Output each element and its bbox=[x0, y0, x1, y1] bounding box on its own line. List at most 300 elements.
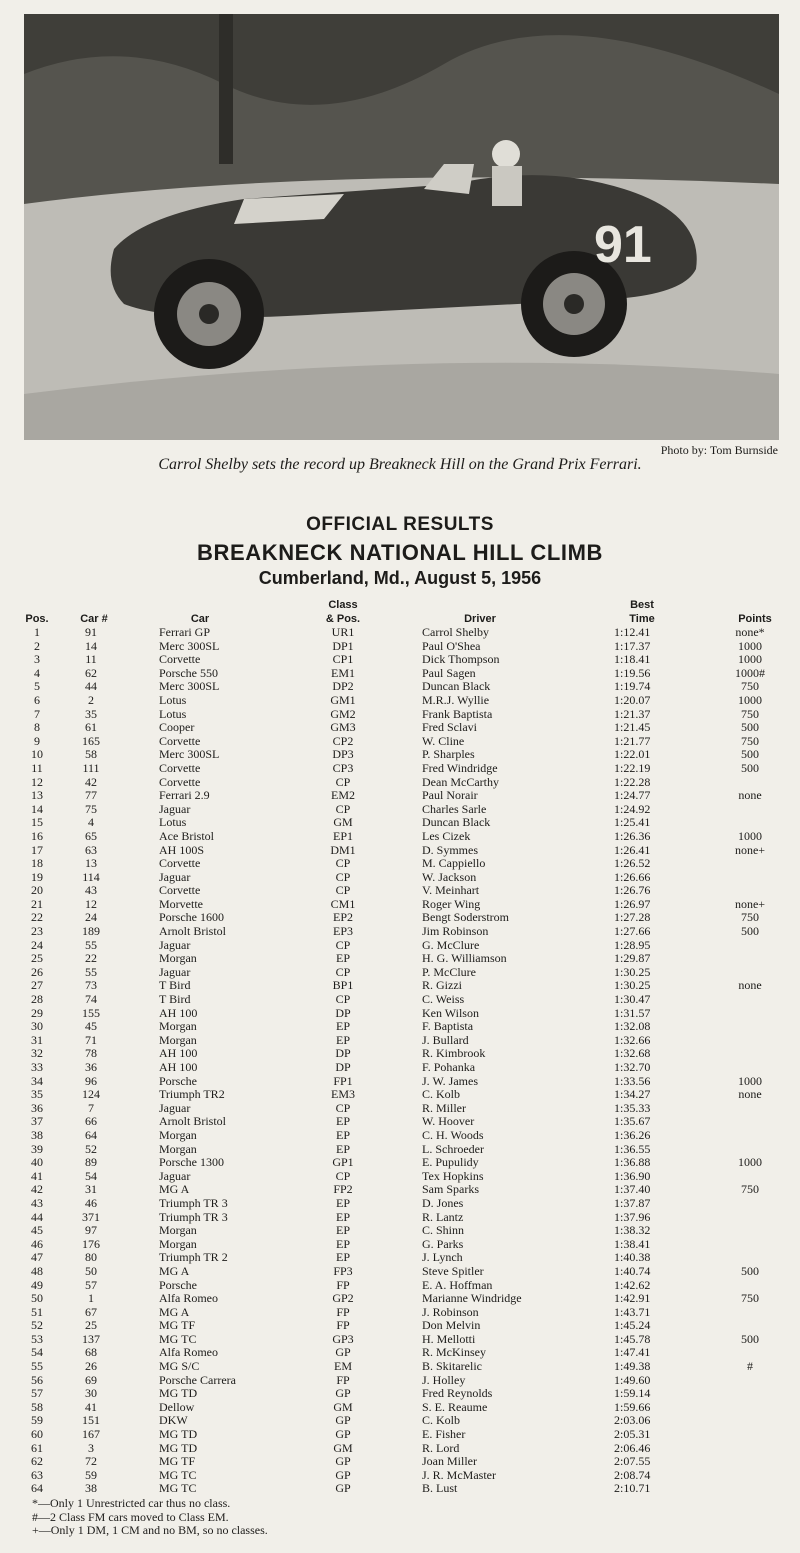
table-row bbox=[0, 1469, 800, 1483]
car-model: T Bird bbox=[159, 992, 191, 1007]
car-model: MG S/C bbox=[159, 1359, 200, 1374]
best-time: 1:24.92 bbox=[614, 801, 651, 816]
car-model: Ace Bristol bbox=[159, 828, 214, 843]
class-position: EP bbox=[335, 1019, 350, 1034]
car-model: Ferrari 2.9 bbox=[159, 788, 210, 803]
driver-name: Fred Sclavi bbox=[422, 720, 477, 735]
class-position: CP bbox=[335, 856, 351, 871]
table-row bbox=[0, 1088, 800, 1102]
driver-name: Tex Hopkins bbox=[422, 1168, 484, 1183]
car-model: MG A bbox=[159, 1182, 190, 1197]
table-row bbox=[0, 1156, 800, 1170]
table-row bbox=[0, 776, 800, 790]
car-model: MG TD bbox=[159, 1386, 198, 1401]
car-number: 189 bbox=[82, 924, 100, 939]
car-model: Porsche 550 bbox=[159, 665, 218, 680]
car-number: 78 bbox=[85, 1046, 97, 1061]
position: 49 bbox=[31, 1277, 43, 1292]
driver-name: F. Pohanka bbox=[422, 1060, 476, 1074]
car-model: Cooper bbox=[159, 720, 195, 735]
class-position: GP bbox=[335, 1467, 351, 1482]
table-row bbox=[0, 1482, 800, 1496]
points: 500 bbox=[741, 1263, 759, 1278]
car-number: 371 bbox=[82, 1209, 100, 1224]
car-number: 91 bbox=[594, 216, 652, 274]
class-position: DP bbox=[335, 1046, 351, 1061]
event-location-date: Cumberland, Md., August 5, 1956 bbox=[258, 568, 542, 588]
best-time: 1:59.66 bbox=[614, 1399, 651, 1414]
best-time: 1:33.56 bbox=[614, 1073, 651, 1088]
car-model: Corvette bbox=[159, 774, 201, 789]
position: 3 bbox=[34, 652, 40, 667]
best-time: 1:27.66 bbox=[614, 924, 651, 939]
car-model: Corvette bbox=[159, 733, 201, 748]
position: 58 bbox=[31, 1399, 43, 1414]
car-model: MG A bbox=[159, 1304, 190, 1319]
position: 20 bbox=[31, 883, 43, 898]
car-number: 96 bbox=[85, 1073, 97, 1088]
car-number: 36 bbox=[85, 1060, 97, 1074]
position: 63 bbox=[31, 1467, 43, 1482]
car-model: Arnolt Bristol bbox=[159, 1114, 227, 1129]
car-number: 167 bbox=[82, 1427, 100, 1442]
position: 41 bbox=[31, 1168, 43, 1183]
car-model: Triumph TR 2 bbox=[159, 1250, 228, 1265]
table-row bbox=[0, 640, 800, 654]
car-number: 151 bbox=[82, 1413, 100, 1428]
class-position: EM bbox=[334, 1359, 352, 1374]
class-position: EM3 bbox=[331, 1087, 355, 1102]
col-points: Points bbox=[738, 613, 772, 625]
car-number: 165 bbox=[82, 733, 100, 748]
car-number: 73 bbox=[85, 978, 97, 993]
driver-name: S. E. Reaume bbox=[422, 1399, 488, 1414]
best-time: 1:32.66 bbox=[614, 1032, 651, 1047]
car-number: 2 bbox=[88, 692, 94, 707]
position: 30 bbox=[31, 1019, 43, 1034]
table-row bbox=[0, 966, 800, 980]
class-position: GM2 bbox=[330, 706, 356, 721]
car-number: 50 bbox=[85, 1263, 97, 1278]
car-number: 137 bbox=[82, 1331, 100, 1346]
class-position: EP bbox=[335, 1195, 350, 1210]
col-driver: Driver bbox=[464, 613, 496, 625]
class-position: EP1 bbox=[332, 828, 353, 843]
driver-name: Les Cizek bbox=[422, 828, 471, 843]
car-model: Morgan bbox=[159, 1141, 197, 1156]
table-row bbox=[0, 1075, 800, 1089]
driver-name: W. Jackson bbox=[422, 869, 477, 884]
position: 26 bbox=[31, 964, 43, 979]
class-position: EP bbox=[335, 1114, 350, 1129]
car-number: 45 bbox=[85, 1019, 97, 1034]
best-time: 1:36.26 bbox=[614, 1127, 651, 1142]
table-row bbox=[0, 708, 800, 722]
car-number: 52 bbox=[85, 1141, 97, 1156]
driver-name: W. Hoover bbox=[422, 1114, 475, 1129]
table-row bbox=[0, 1129, 800, 1143]
table-row bbox=[0, 1251, 800, 1265]
driver-name: Dean McCarthy bbox=[422, 774, 499, 789]
driver-name: Charles Sarle bbox=[422, 801, 487, 816]
car-model: T Bird bbox=[159, 978, 191, 993]
table-row bbox=[0, 1047, 800, 1061]
car-number: 114 bbox=[82, 869, 100, 884]
position: 18 bbox=[31, 856, 43, 871]
car-model: Ferrari GP bbox=[159, 625, 210, 639]
class-position: CP3 bbox=[332, 760, 354, 775]
results-table-body bbox=[0, 626, 800, 1496]
table-row bbox=[0, 1238, 800, 1252]
car-model: Jaguar bbox=[159, 937, 191, 952]
position: 21 bbox=[31, 896, 43, 911]
car-model: Porsche bbox=[159, 1277, 197, 1292]
class-position: CP bbox=[335, 869, 351, 884]
best-time: 1:35.67 bbox=[614, 1114, 651, 1129]
best-time: 1:42.62 bbox=[614, 1277, 651, 1292]
car-model: Triumph TR 3 bbox=[159, 1195, 228, 1210]
best-time: 1:26.41 bbox=[614, 842, 651, 857]
car-number: 14 bbox=[85, 638, 97, 653]
car-model: Morvette bbox=[159, 896, 203, 911]
best-time: 1:31.57 bbox=[614, 1005, 651, 1020]
best-time: 1:40.74 bbox=[614, 1263, 651, 1278]
driver-name: Paul Norair bbox=[422, 788, 478, 803]
position: 5 bbox=[34, 679, 40, 694]
col-car: Car bbox=[190, 613, 210, 625]
table-row bbox=[0, 1360, 800, 1374]
best-time: 1:49.60 bbox=[614, 1372, 651, 1387]
car-number: 124 bbox=[82, 1087, 100, 1102]
car-model: Jaguar bbox=[159, 1100, 191, 1115]
best-time: 1:30.25 bbox=[614, 964, 651, 979]
driver-name: Paul O'Shea bbox=[422, 638, 481, 653]
event-name: BREAKNECK NATIONAL HILL CLIMB bbox=[196, 540, 604, 565]
table-row bbox=[0, 1034, 800, 1048]
car-number: 1 bbox=[88, 1291, 94, 1306]
car-model: Corvette bbox=[159, 760, 201, 775]
driver-name: W. Cline bbox=[422, 733, 465, 748]
car-number: 62 bbox=[85, 665, 97, 680]
car-model: MG TF bbox=[159, 1454, 196, 1469]
best-time: 1:36.55 bbox=[614, 1141, 651, 1156]
position: 17 bbox=[31, 842, 43, 857]
car-model: Porsche 1300 bbox=[159, 1155, 224, 1170]
best-time: 2:05.31 bbox=[614, 1427, 651, 1442]
driver-name: E. Pupulidy bbox=[422, 1155, 479, 1170]
driver-name: Steve Spitler bbox=[422, 1263, 484, 1278]
class-position: GM bbox=[333, 815, 353, 830]
position: 57 bbox=[31, 1386, 43, 1401]
position: 52 bbox=[31, 1318, 43, 1333]
table-row bbox=[0, 1224, 800, 1238]
best-time: 1:49.38 bbox=[614, 1359, 651, 1374]
car-number: 176 bbox=[82, 1236, 100, 1251]
position: 34 bbox=[31, 1073, 43, 1088]
table-row bbox=[0, 993, 800, 1007]
driver-name: Jim Robinson bbox=[422, 924, 489, 939]
table-row bbox=[0, 762, 800, 776]
car-number: 59 bbox=[85, 1467, 97, 1482]
best-time: 1:38.41 bbox=[614, 1236, 651, 1251]
driver-name: G. Parks bbox=[422, 1236, 464, 1251]
driver-name: Duncan Black bbox=[422, 815, 491, 830]
class-position: GP1 bbox=[332, 1155, 354, 1170]
footnote: *—Only 1 Unrestricted car thus no class. bbox=[32, 1496, 231, 1510]
car-model: Alfa Romeo bbox=[159, 1345, 218, 1360]
table-row bbox=[0, 680, 800, 694]
table-row bbox=[0, 1319, 800, 1333]
table-row bbox=[0, 1333, 800, 1347]
position: 27 bbox=[31, 978, 43, 993]
class-position: DP bbox=[335, 1005, 351, 1020]
driver-name: H. G. Williamson bbox=[422, 951, 507, 966]
position: 25 bbox=[31, 951, 43, 966]
class-position: CP bbox=[335, 964, 351, 979]
footnotes bbox=[32, 1497, 268, 1538]
best-time: 1:36.90 bbox=[614, 1168, 651, 1183]
position: 53 bbox=[31, 1331, 43, 1346]
car-model: Lotus bbox=[159, 692, 187, 707]
class-position: GM1 bbox=[330, 692, 356, 707]
driver-name: R. Lantz bbox=[422, 1209, 464, 1224]
table-row bbox=[0, 1183, 800, 1197]
footnote: #—2 Class FM cars moved to Class EM. bbox=[32, 1509, 229, 1524]
driver-name: G. McClure bbox=[422, 937, 480, 952]
col-time-line2: Time bbox=[629, 613, 655, 625]
class-position: EP2 bbox=[332, 910, 353, 925]
class-position: EP bbox=[335, 1032, 350, 1047]
best-time: 1:47.41 bbox=[614, 1345, 651, 1360]
class-position: EP bbox=[335, 951, 350, 966]
table-row bbox=[0, 1197, 800, 1211]
results-title: OFFICIAL RESULTS bbox=[306, 514, 494, 535]
points: 1000# bbox=[735, 665, 765, 680]
car-model: Morgan bbox=[159, 1032, 197, 1047]
points: none+ bbox=[734, 842, 766, 857]
driver-name: R. Kimbrook bbox=[422, 1046, 486, 1061]
driver-name: J. Lynch bbox=[422, 1250, 463, 1265]
table-row bbox=[0, 789, 800, 803]
best-time: 1:45.78 bbox=[614, 1331, 651, 1346]
position: 44 bbox=[31, 1209, 43, 1224]
car-number: 89 bbox=[85, 1155, 97, 1170]
table-row bbox=[0, 884, 800, 898]
car-number: 67 bbox=[85, 1304, 97, 1319]
car-number: 44 bbox=[85, 679, 97, 694]
position: 39 bbox=[31, 1141, 43, 1156]
position: 14 bbox=[31, 801, 43, 816]
driver-name: D. Jones bbox=[422, 1195, 464, 1210]
class-position: FP bbox=[336, 1372, 350, 1387]
car-number: 58 bbox=[85, 747, 97, 762]
driver-name: Ken Wilson bbox=[422, 1005, 479, 1020]
car-model: Morgan bbox=[159, 1236, 197, 1251]
table-row bbox=[0, 1292, 800, 1306]
best-time: 1:26.76 bbox=[614, 883, 651, 898]
car-number: 43 bbox=[85, 883, 97, 898]
points: none bbox=[738, 978, 762, 993]
class-position: CP bbox=[335, 937, 351, 952]
car-model: Morgan bbox=[159, 951, 197, 966]
car-number: 57 bbox=[85, 1277, 97, 1292]
driver-name: R. Gizzi bbox=[422, 978, 462, 993]
race-car-illustration bbox=[24, 14, 779, 440]
car-number: 41 bbox=[85, 1399, 97, 1414]
driver-name: J. Robinson bbox=[422, 1304, 479, 1319]
class-position: GP2 bbox=[332, 1291, 354, 1306]
points: 1000 bbox=[738, 1073, 762, 1088]
best-time: 2:07.55 bbox=[614, 1454, 651, 1469]
car-number: 155 bbox=[82, 1005, 100, 1020]
best-time: 1:12.41 bbox=[614, 625, 651, 639]
class-position: GP bbox=[335, 1481, 351, 1496]
class-position: EM2 bbox=[331, 788, 355, 803]
car-model: Dellow bbox=[159, 1399, 195, 1414]
car-number: 24 bbox=[85, 910, 97, 925]
class-position: DM1 bbox=[330, 842, 356, 857]
points: 750 bbox=[741, 733, 759, 748]
best-time: 1:35.33 bbox=[614, 1100, 651, 1115]
best-time: 1:26.36 bbox=[614, 828, 651, 843]
position: 37 bbox=[31, 1114, 43, 1129]
position: 45 bbox=[31, 1223, 43, 1238]
points: 750 bbox=[741, 706, 759, 721]
points: 1000 bbox=[738, 652, 762, 667]
position: 33 bbox=[31, 1060, 43, 1074]
class-position: EP bbox=[335, 1250, 350, 1265]
table-row bbox=[0, 1007, 800, 1021]
car-number: 3 bbox=[88, 1440, 94, 1455]
position: 16 bbox=[31, 828, 43, 843]
position: 22 bbox=[31, 910, 43, 925]
position: 15 bbox=[31, 815, 43, 830]
driver-name: J. R. McMaster bbox=[422, 1467, 496, 1482]
best-time: 1:25.41 bbox=[614, 815, 651, 830]
best-time: 1:45.24 bbox=[614, 1318, 651, 1333]
car-model: AH 100 bbox=[159, 1060, 198, 1074]
best-time: 1:36.88 bbox=[614, 1155, 651, 1170]
position: 59 bbox=[31, 1413, 43, 1428]
car-number: 54 bbox=[85, 1168, 97, 1183]
position: 1 bbox=[34, 625, 40, 639]
points: # bbox=[747, 1359, 753, 1374]
driver-name: M. Cappiello bbox=[422, 856, 486, 871]
best-time: 1:42.91 bbox=[614, 1291, 651, 1306]
car-model: AH 100 bbox=[159, 1005, 198, 1020]
car-model: MG TD bbox=[159, 1440, 198, 1455]
position: 36 bbox=[31, 1100, 43, 1115]
car-number: 35 bbox=[85, 706, 97, 721]
table-row bbox=[0, 667, 800, 681]
driver-name: C. H. Woods bbox=[422, 1127, 484, 1142]
best-time: 1:21.45 bbox=[614, 720, 651, 735]
points: none bbox=[738, 788, 762, 803]
position: 11 bbox=[31, 760, 43, 775]
car-number: 55 bbox=[85, 937, 97, 952]
class-position: DP1 bbox=[332, 638, 354, 653]
driver-name: Joan Miller bbox=[422, 1454, 477, 1469]
position: 54 bbox=[31, 1345, 43, 1360]
class-position: FP bbox=[336, 1277, 350, 1292]
class-position: FP1 bbox=[333, 1073, 353, 1088]
car-number: 61 bbox=[85, 720, 97, 735]
driver-name: C. Kolb bbox=[422, 1087, 461, 1102]
table-row bbox=[0, 1387, 800, 1401]
position: 61 bbox=[31, 1440, 43, 1455]
driver-name: Fred Reynolds bbox=[422, 1386, 493, 1401]
car-number: 80 bbox=[85, 1250, 97, 1265]
best-time: 1:32.68 bbox=[614, 1046, 651, 1061]
table-row bbox=[0, 979, 800, 993]
driver-name: M.R.J. Wyllie bbox=[422, 692, 490, 707]
points: none* bbox=[735, 625, 765, 639]
best-time: 1:20.07 bbox=[614, 692, 651, 707]
points: 750 bbox=[741, 910, 759, 925]
driver-name: Sam Sparks bbox=[422, 1182, 479, 1197]
car-number: 72 bbox=[85, 1454, 97, 1469]
position: 46 bbox=[31, 1236, 43, 1251]
car-number: 63 bbox=[85, 842, 97, 857]
best-time: 2:10.71 bbox=[614, 1481, 651, 1496]
driver-name: C. Shinn bbox=[422, 1223, 465, 1238]
car-number: 91 bbox=[85, 625, 97, 639]
car-model: Triumph TR2 bbox=[159, 1087, 225, 1102]
best-time: 1:21.37 bbox=[614, 706, 651, 721]
driver-name: Don Melvin bbox=[422, 1318, 481, 1333]
points: 500 bbox=[741, 720, 759, 735]
class-position: FP2 bbox=[333, 1182, 353, 1197]
position: 35 bbox=[31, 1087, 43, 1102]
best-time: 1:43.71 bbox=[614, 1304, 651, 1319]
table-row bbox=[0, 1401, 800, 1415]
table-row bbox=[0, 1442, 800, 1456]
table-row bbox=[0, 1211, 800, 1225]
car-number: 4 bbox=[88, 815, 94, 830]
class-position: CM1 bbox=[330, 896, 356, 911]
class-position: EP bbox=[335, 1209, 350, 1224]
car-model: Jaguar bbox=[159, 801, 191, 816]
position: 9 bbox=[34, 733, 40, 748]
best-time: 1:28.95 bbox=[614, 937, 651, 952]
best-time: 2:06.46 bbox=[614, 1440, 651, 1455]
driver-name: Dick Thompson bbox=[422, 652, 500, 667]
car-number: 77 bbox=[85, 788, 97, 803]
points: 1000 bbox=[738, 638, 762, 653]
class-position: UR1 bbox=[331, 625, 355, 639]
position: 55 bbox=[31, 1359, 43, 1374]
car-number: 111 bbox=[82, 760, 100, 775]
car-number: 42 bbox=[85, 774, 97, 789]
class-position: EP3 bbox=[332, 924, 353, 939]
driver-name: R. McKinsey bbox=[422, 1345, 486, 1360]
table-row bbox=[0, 871, 800, 885]
table-row bbox=[0, 1374, 800, 1388]
points: 1000 bbox=[738, 692, 762, 707]
table-row bbox=[0, 1061, 800, 1075]
col-car-number: Car # bbox=[80, 613, 108, 625]
driver-name: E. Fisher bbox=[422, 1427, 466, 1442]
car-number: 46 bbox=[85, 1195, 97, 1210]
class-position: EP bbox=[335, 1236, 350, 1251]
points: none+ bbox=[734, 896, 766, 911]
driver-name: J. Bullard bbox=[422, 1032, 469, 1047]
car-number: 64 bbox=[85, 1127, 97, 1142]
position: 7 bbox=[34, 706, 40, 721]
class-position: DP bbox=[335, 1060, 351, 1074]
table-row bbox=[0, 803, 800, 817]
position: 8 bbox=[34, 720, 40, 735]
